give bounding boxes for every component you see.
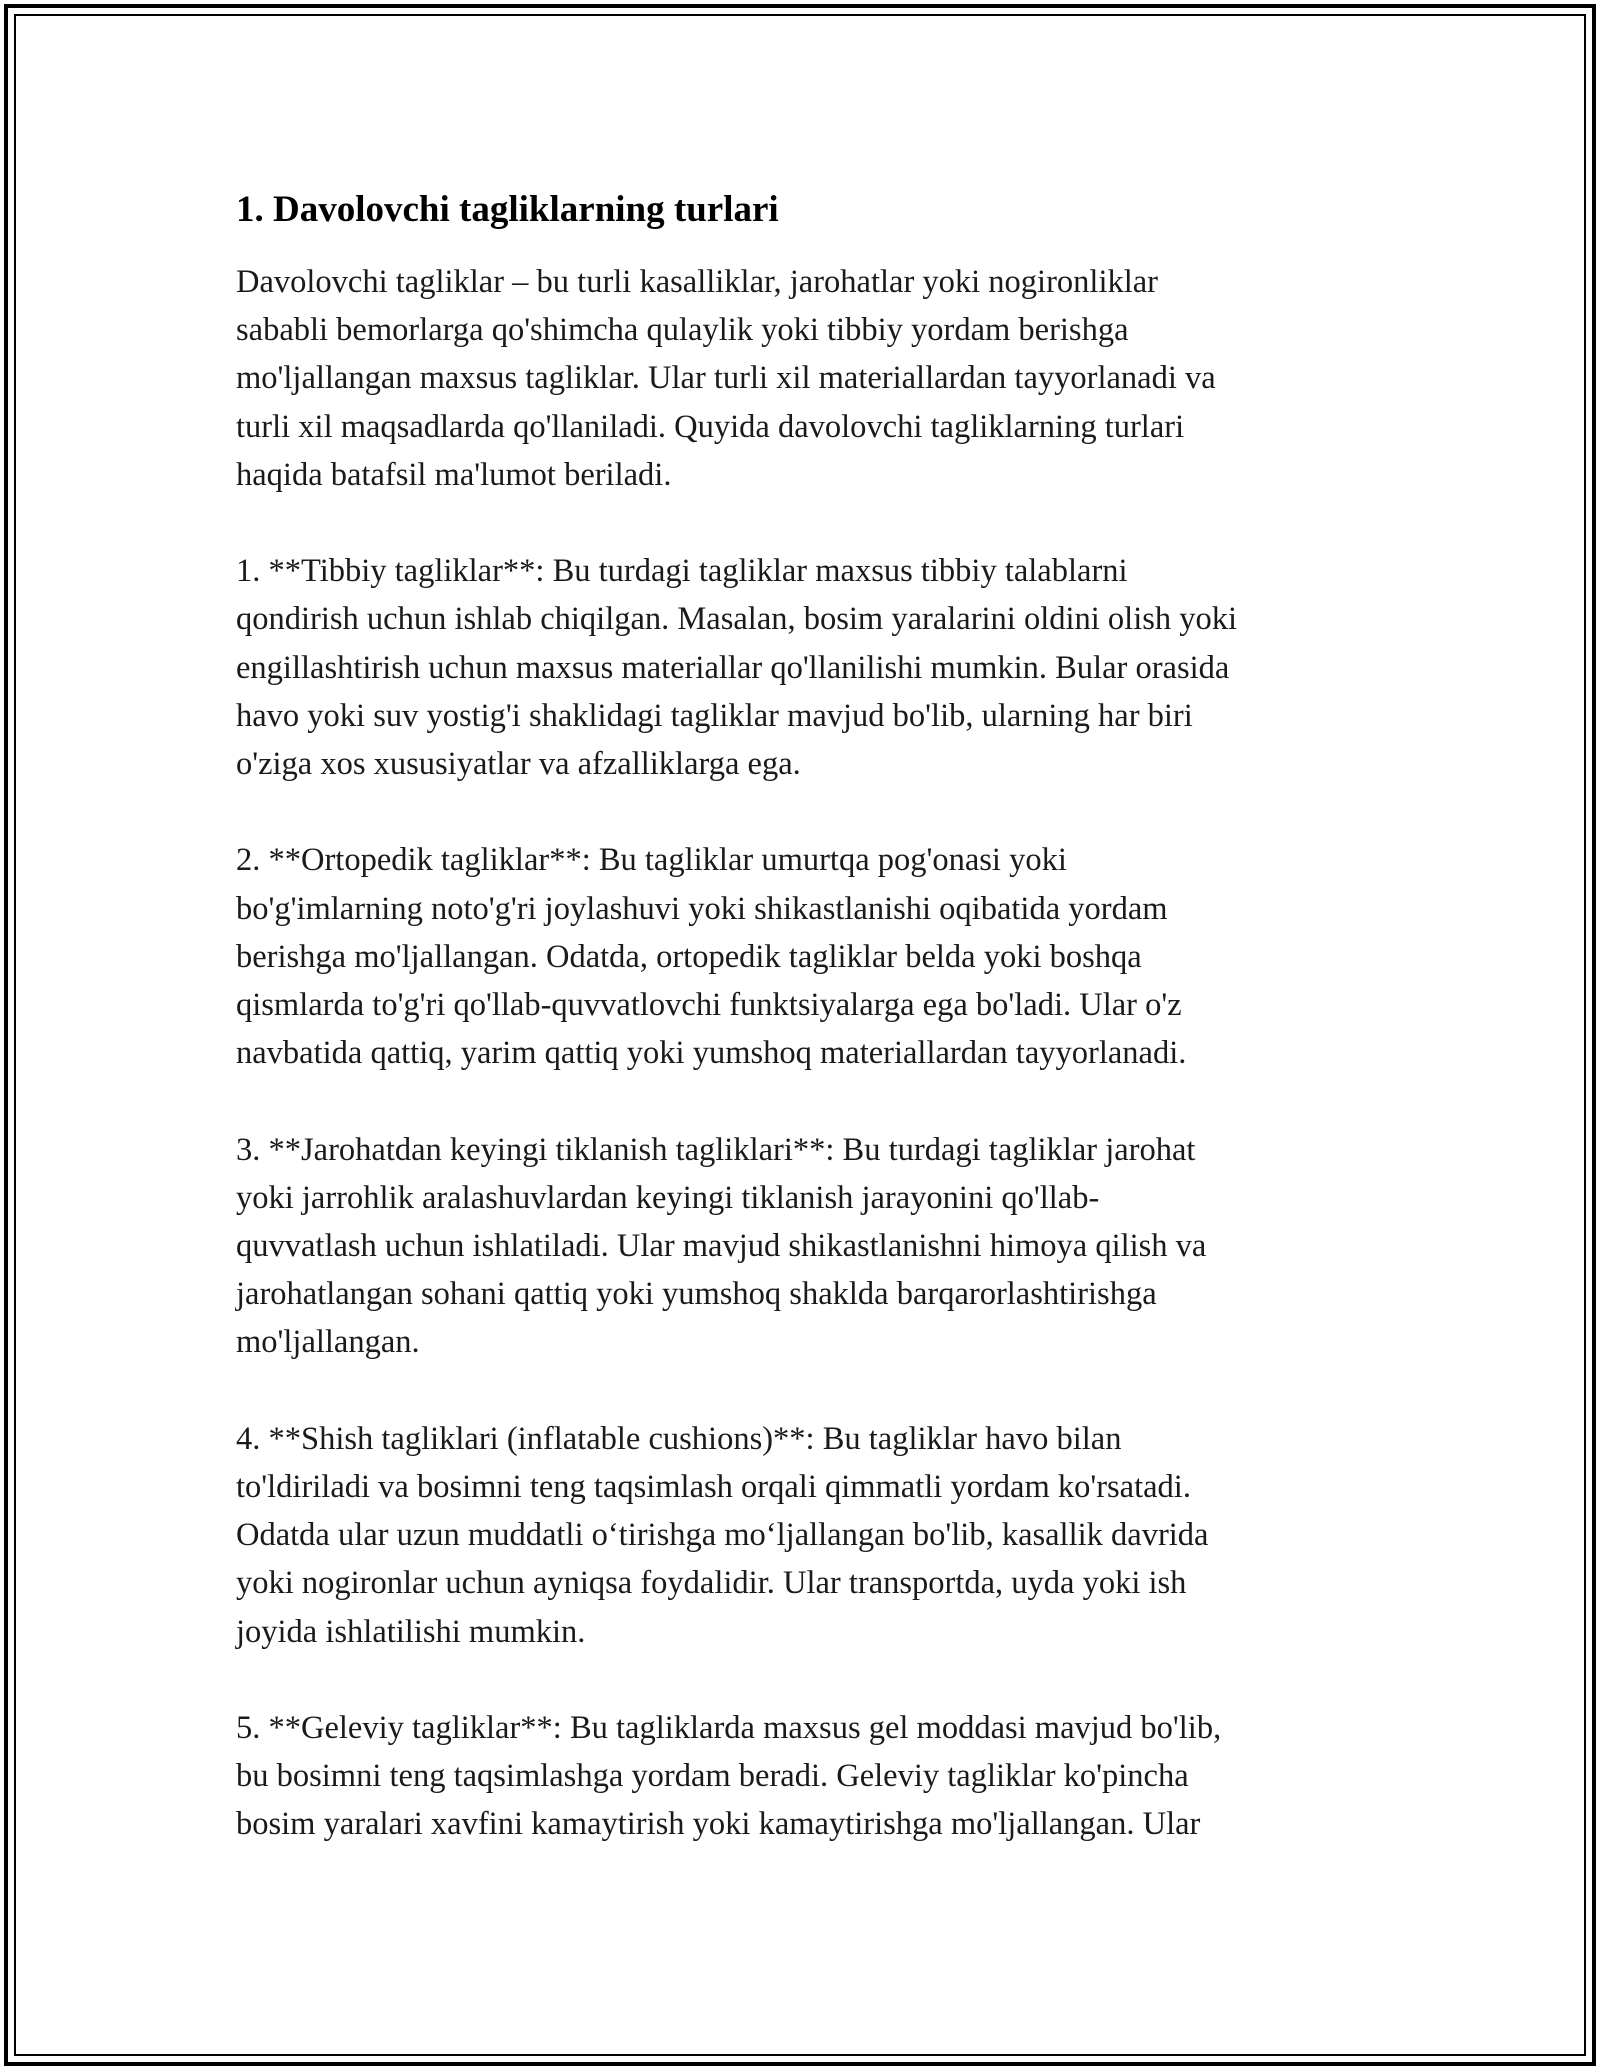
text-line: turli xil maqsadlarda qo'llaniladi. Quyida davolovchi tagliklarning turlari xyxy=(236,408,1185,445)
text-line: bosim yaralari xavfini kamaytirish yoki kamaytirishga mo'ljallangan. Ular xyxy=(236,1806,1201,1843)
text-line: 5. **Geleviy tagliklar**: Bu tagliklarda maxsus gel moddasi mavjud bo'lib, xyxy=(236,1710,1222,1747)
text-line: mo'ljallangan. xyxy=(236,1324,420,1361)
text-line: haqida batafsil ma'lumot beriladi. xyxy=(236,456,672,493)
text-line: engillashtirish uchun maxsus materiallar qo'llanilishi mumkin. Bular orasida xyxy=(236,649,1230,686)
paragraph-item-5 xyxy=(236,1704,1386,1849)
paragraph-item-2 xyxy=(236,836,1386,1077)
text-line: Odatda ular uzun muddatli o‘tirishga mo‘ljallangan bo'lib, kasallik davrida xyxy=(236,1517,1209,1554)
text-line: sababli bemorlarga qo'shimcha qulaylik yoki tibbiy yordam berishga xyxy=(236,312,1129,349)
paragraph-item-1 xyxy=(236,547,1386,788)
text-line: navbatida qattiq, yarim qattiq yoki yumshoq materiallardan tayyorlanadi. xyxy=(236,1035,1187,1072)
document-body xyxy=(236,186,1386,1897)
text-line: o'ziga xos xususiyatlar va afzalliklarga ega. xyxy=(236,746,801,783)
text-line: bu bosimni teng taqsimlashga yordam beradi. Geleviy tagliklar ko'pincha xyxy=(236,1758,1189,1795)
text-line: 3. **Jarohatdan keyingi tiklanish tagliklari**: Bu turdagi tagliklar jarohat xyxy=(236,1131,1196,1168)
text-line: yoki nogironlar uchun ayniqsa foydalidir. Ular transportda, uyda yoki ish xyxy=(236,1565,1187,1602)
text-line: quvvatlash uchun ishlatiladi. Ular mavjud shikastlanishni himoya qilish va xyxy=(236,1228,1207,1265)
text-line: yoki jarrohlik aralashuvlardan keyingi tiklanish jarayonini qo'llab- xyxy=(236,1179,1100,1216)
text-line: Davolovchi tagliklar – bu turli kasalliklar, jarohatlar yoki nogironliklar xyxy=(236,264,1158,300)
text-line: havo yoki suv yostig'i shaklidagi tagliklar mavjud bo'lib, ularning har biri xyxy=(236,697,1193,734)
text-line: jarohatlangan sohani qattiq yoki yumshoq shaklda barqarorlashtirishga xyxy=(236,1276,1157,1313)
text-line: mo'ljallangan maxsus tagliklar. Ular turli xil materiallardan tayyorlanadi va xyxy=(236,360,1216,397)
text-line: qondirish uchun ishlab chiqilgan. Masalan, bosim yaralarini oldini olish yoki xyxy=(236,601,1238,638)
text-line: berishga mo'ljallangan. Odatda, ortopedik tagliklar belda yoki boshqa xyxy=(236,938,1142,975)
paragraph-item-4 xyxy=(236,1415,1386,1656)
text-line: 1. **Tibbiy tagliklar**: Bu turdagi tagliklar maxsus tibbiy talablarni xyxy=(236,553,1128,590)
paragraph-item-3 xyxy=(236,1126,1386,1367)
document-title: 1. Davolovchi tagliklarning turlari xyxy=(236,189,779,230)
text-line: joyida ishlatilishi mumkin. xyxy=(236,1613,586,1650)
text-line: qismlarda to'g'ri qo'llab-quvvatlovchi funktsiyalarga ega bo'ladi. Ular o'z xyxy=(236,987,1182,1024)
text-line: 2. **Ortopedik tagliklar**: Bu tagliklar umurtqa pog'onasi yoki xyxy=(236,842,1067,879)
text-line: 4. **Shish tagliklari (inflatable cushions)**: Bu tagliklar havo bilan xyxy=(236,1420,1122,1457)
text-line: bo'g'imlarning noto'g'ri joylashuvi yoki shikastlanishi oqibatida yordam xyxy=(236,890,1168,927)
paragraph-intro xyxy=(236,258,1386,499)
text-line: to'ldiriladi va bosimni teng taqsimlash orqali qimmatli yordam ko'rsatadi. xyxy=(236,1469,1191,1506)
